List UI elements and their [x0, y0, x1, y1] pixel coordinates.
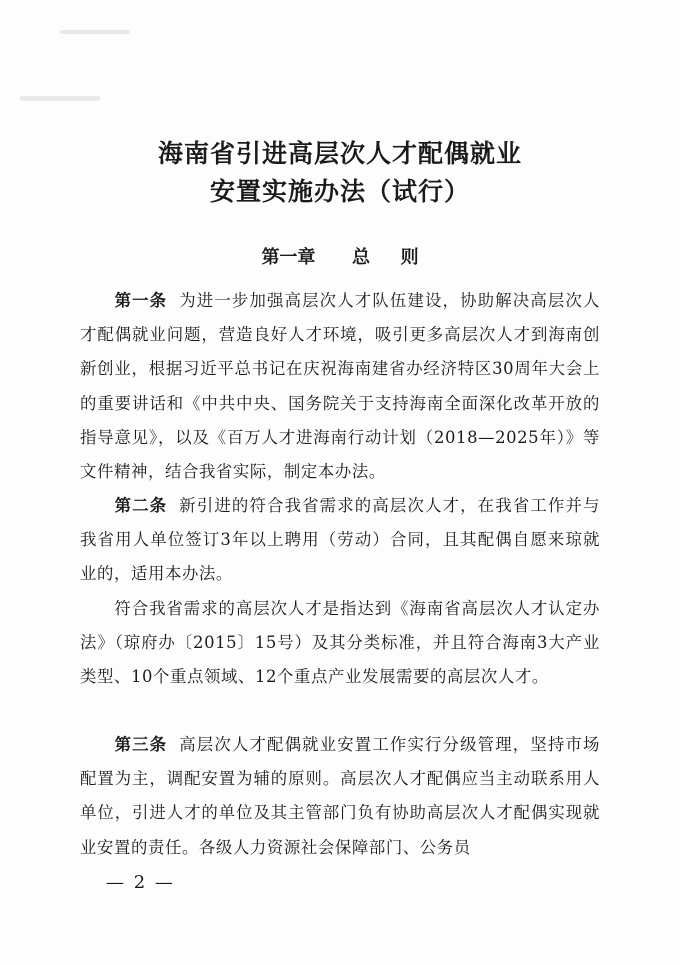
article-text: 新引进的符合我省需求的高层次人才，在我省工作并与我省用人单位签订3年以上聘用（劳动）合同，且其配偶自愿来琼就业的，适用本办法。 [80, 496, 600, 584]
article-label: 第一条 [114, 291, 168, 310]
article-text: 为进一步加强高层次人才队伍建设，协助解决高层次人才配偶就业问题，营造良好人才环境，吸引更多高层次人才到海南创新创业，根据习近平总书记在庆祝海南建省办经济特区30周年大会上的重要讲话和《中共中央、国务院关于支持海南全面深化改革开放的指导意见》，以及《百万人才进海南行动计划（2018—2025年）》等文件精神，结合我省实际，制定本办法。 [80, 291, 600, 482]
scan-mark [60, 30, 130, 34]
document-title-line2: 安置实施办法（试行） [209, 177, 470, 206]
scan-mark [20, 96, 100, 101]
chapter-number: 第一章 [261, 247, 316, 268]
article-text: 符合我省需求的高层次人才是指达到《海南省高层次人才认定办法》（琼府办〔2015〕15号）及其分类标准，并且符合海南3大产业类型、10个重点领域、12个重点产业发展需要的高层次人才。 [80, 599, 600, 687]
article-3 [80, 728, 600, 865]
article-text: 高层次人才配偶就业安置工作实行分级管理，坚持市场配置为主，调配安置为辅的原则。高层次人才配偶应当主动联系用人单位，引进人才的单位及其主管部门负有协助高层次人才配偶实现就业安置的责任。各级人力资源社会保障部门、公务员 [80, 735, 600, 857]
article-label: 第二条 [114, 496, 168, 515]
chapter-title-char2: 则 [400, 247, 419, 268]
article-label: 第三条 [114, 735, 168, 754]
document-title-line1: 海南省引进高层次人才配偶就业 [157, 139, 522, 168]
page-number: — 2 — [106, 872, 175, 893]
article-1 [80, 284, 600, 489]
chapter-title-char1: 总 [352, 247, 370, 268]
article-2 [80, 489, 600, 592]
chapter-heading [0, 245, 680, 271]
article-2-paragraph-2 [80, 592, 600, 695]
